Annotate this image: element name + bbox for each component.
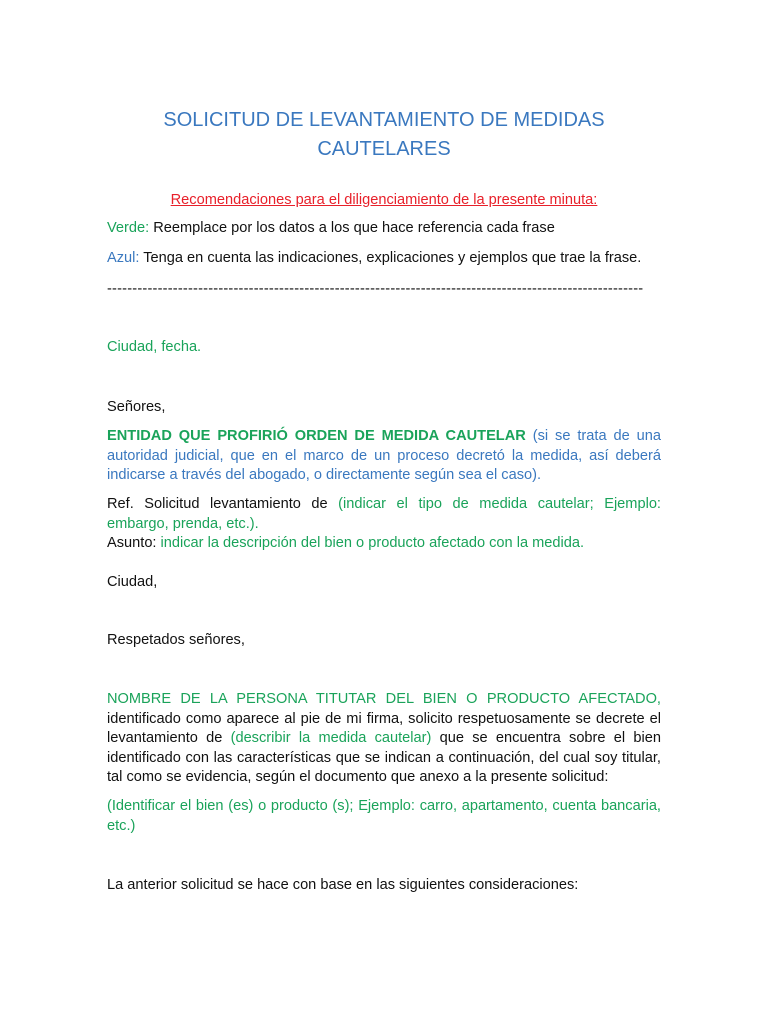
legend-blue-label: Azul: bbox=[107, 250, 140, 266]
identify-asset: (Identificar el bien (es) o producto (s); Ejemplo: carro, apartamento, cuenta bancaria, etc.) bbox=[107, 798, 661, 834]
separator-line: ---------------------------------------------------------------------------------------------------------- bbox=[107, 281, 644, 297]
body-paragraph bbox=[107, 690, 661, 788]
reference-paragraph bbox=[107, 495, 661, 534]
ref-value: (indicar el tipo de medida cautelar; Ejemplo: embargo, prenda, etc.). bbox=[107, 496, 661, 532]
body-text-1: identificado como aparece al pie de mi firma, solicito respetuosamente se decrete el levantamiento de bbox=[107, 710, 661, 746]
title-line-1: SOLICITUD DE LEVANTAMIENTO DE MEDIDAS bbox=[163, 109, 605, 131]
subject-line bbox=[107, 534, 661, 554]
legend-green-label: Verde: bbox=[107, 220, 150, 236]
legend-blue bbox=[107, 249, 661, 269]
entity-name: ENTIDAD QUE PROFIRIÓ ORDEN DE MEDIDA CAUTELAR bbox=[107, 428, 526, 444]
subject-label: Asunto: bbox=[107, 535, 161, 551]
legend-blue-text: Tenga en cuenta las indicaciones, explicaciones y ejemplos que trae la frase. bbox=[139, 250, 642, 266]
title-line-2: CAUTELARES bbox=[317, 138, 451, 160]
considerations-line: La anterior solicitud se hace con base en las siguientes consideraciones: bbox=[107, 877, 579, 893]
document-title bbox=[107, 106, 661, 164]
salutation: Señores, bbox=[107, 399, 166, 415]
legend-green bbox=[107, 219, 661, 239]
entity-paragraph bbox=[107, 427, 661, 486]
greeting: Respetados señores, bbox=[107, 632, 245, 648]
subject-value: indicar la descripción del bien o producto afectado con la medida. bbox=[160, 535, 585, 551]
city-date: Ciudad, fecha. bbox=[107, 339, 202, 355]
body-text-2: que se encuentra sobre el bien identificado con las características que se indican a continuación, del cual soy titular, tal como se evidencia, según el documento que anexo a la presente solicitud: bbox=[107, 730, 661, 785]
owner-name: NOMBRE DE LA PERSONA TITUTAR DEL BIEN O PRODUCTO AFECTADO, bbox=[107, 691, 661, 707]
ref-label: Ref. Solicitud levantamiento de bbox=[107, 496, 339, 512]
recommendations-heading: Recomendaciones para el diligenciamiento de la presente minuta: bbox=[170, 192, 598, 208]
city-line: Ciudad, bbox=[107, 574, 158, 590]
entity-note: (si se trata de una autoridad judicial, que en el marco de un proceso decretó la medida, así deberá indicarse a través del abogado, o directamente según sea el caso). bbox=[107, 428, 661, 483]
legend-green-text: Reemplace por los datos a los que hace referencia cada frase bbox=[149, 220, 555, 236]
measure-description: (describir la medida cautelar) bbox=[230, 730, 432, 746]
